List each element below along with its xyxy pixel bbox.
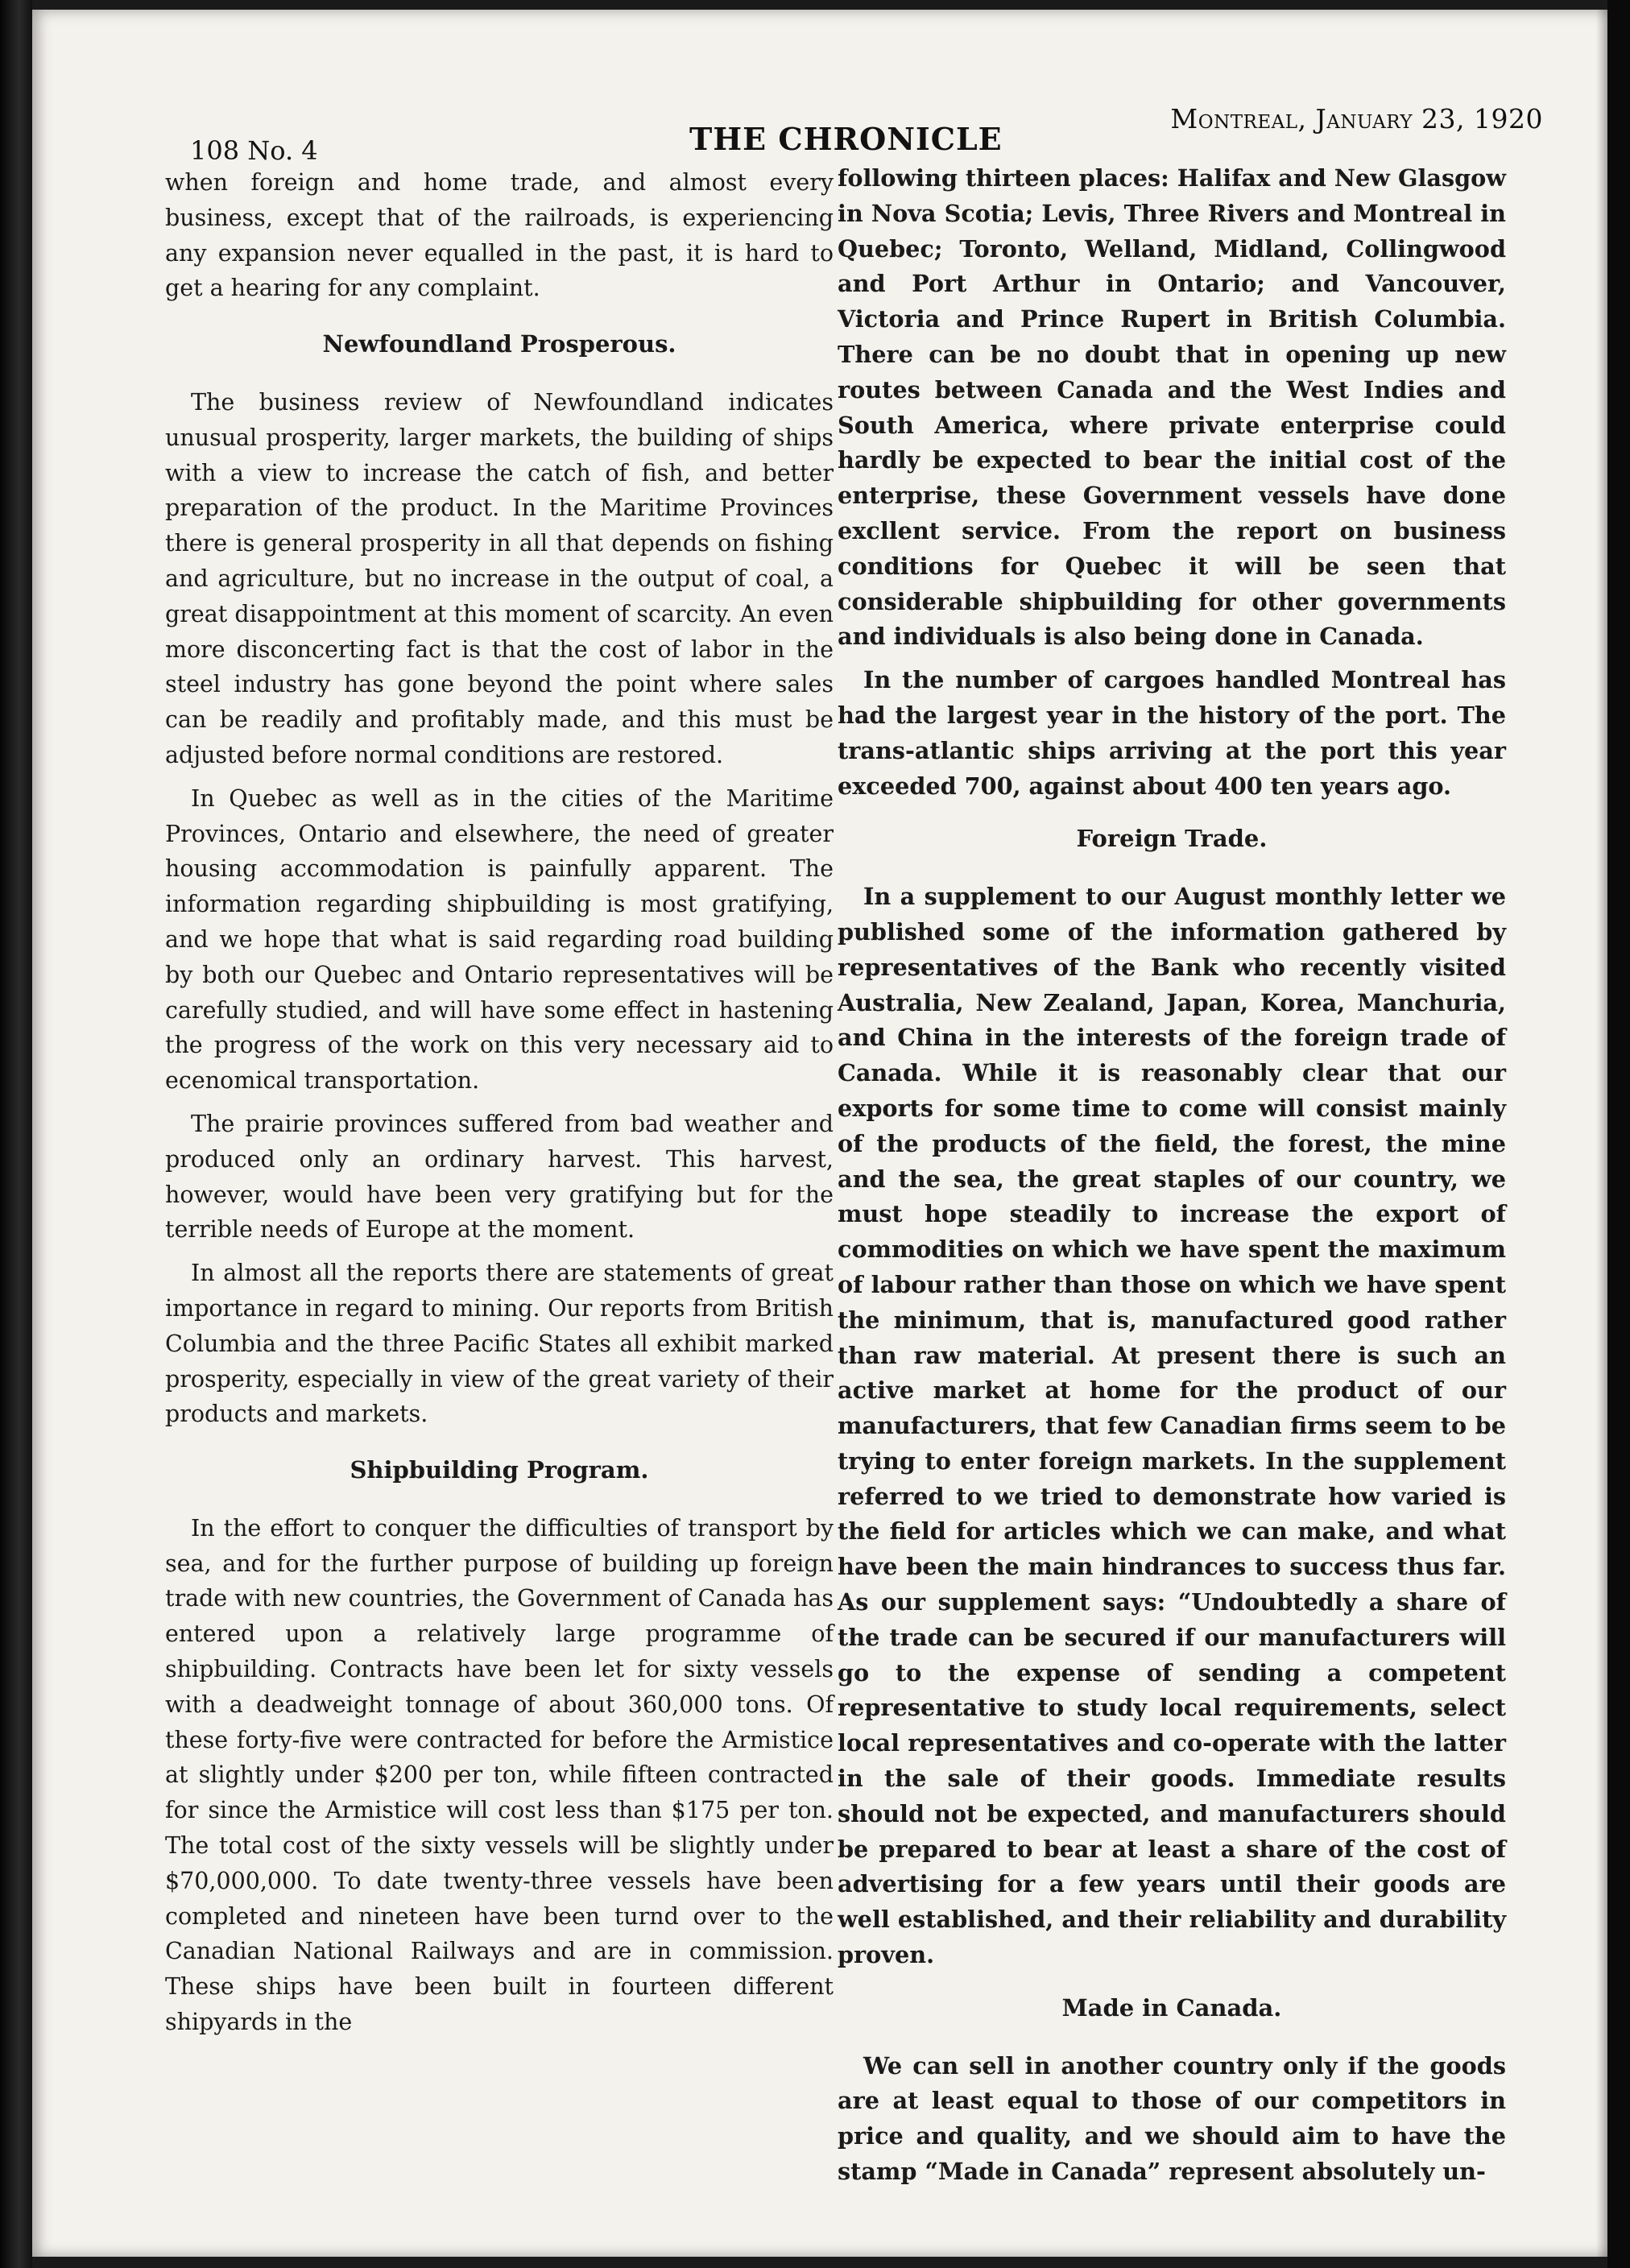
paragraph: In almost all the reports there are statements of great importance in regard to mining. Our reports from British Columbia and the three Pacific States all exhibit marked prosperity, especially in view of the great variety of their products and markets. bbox=[165, 1260, 834, 1428]
paragraph: The prairie provinces suffered from bad weather and produced only an ordinary harvest. This harvest, however, would have been very gratifying but for the terrible needs of Europe at the moment. bbox=[165, 1110, 834, 1244]
paragraph: In the number of cargoes handled Montreal has had the largest year in the history of the port. The trans-atlantic ships arriving at the port this year exceeded 700, against about 400 ten years ago. bbox=[838, 666, 1506, 800]
section-heading-foreign-trade: Foreign Trade. bbox=[1076, 825, 1268, 853]
section-heading-shipbuilding: Shipbuilding Program. bbox=[350, 1456, 649, 1484]
page-header bbox=[190, 97, 1543, 166]
publication-title: THE CHRONICLE bbox=[689, 121, 1003, 157]
scan-edge-left bbox=[0, 0, 32, 2268]
paragraph: In a supplement to our August monthly letter we published some of the information gathered by representatives of the Bank who recently visited Australia, New Zealand, Japan, Korea, Manchuria, and China in the interests of the foreign trade of Canada. While it is reasonably clear that our exports for some time to come will consist mainly of the products of the field, the forest, the mine and the sea, the great staples of our country, we must hope steadily to increase the export of commodities on which we have spent the maximum of labour rather than those on which we have spent the minimum, that is, manufactured good rather than raw material. At present there is such an active market at home for the product of our manufacturers, that few Canadian firms seem to be trying to enter foreign markets. In the supplement referred to we tried to demonstrate how varied is the field for articles which we can make, and what have been the main hindrances to success thus far. As our supplement says: “Undoubtedly a share of the trade can be secured if our manufacturers will go to the expense of sending a competent representative to study local requirements, select local representatives and co-operate with the latter in the sale of their goods. Immediate results should not be expected, and manufacturers should be prepared to bear at least a share of the cost of advertising for a few years until their goods are well established, and their reliability and durability proven. bbox=[838, 883, 1506, 1969]
section-heading-made-in-canada: Made in Canada. bbox=[1061, 1993, 1282, 2022]
paragraph: when foreign and home trade, and almost every business, except that of the railroads, is experiencing any expansion never equalled in the past, it is hard to get a hearing for any complaint. bbox=[165, 169, 834, 302]
scan-edge-right bbox=[1607, 0, 1630, 2268]
date-line: Montreal, January 23, 1920 bbox=[1170, 103, 1543, 135]
paragraph: The business review of Newfoundland indicates unusual prosperity, larger markets, the building of ships with a view to increase the catch of fish, and better preparation of the product. In the Maritime Provinces there is general prosperity in all that depends on fishing and agriculture, but no increase in the output of coal, a great disappointment at this moment of scarcity. An even more disconcerting fact is that the cost of labor in the steel industry has gone beyond the point where sales can be readily and profitably made, and this must be adjusted before normal conditions are restored. bbox=[165, 388, 834, 768]
right-column bbox=[838, 161, 1506, 2198]
page-issue-number: 108 No. 4 bbox=[190, 135, 318, 166]
paragraph: In Quebec as well as in the cities of the Maritime Provinces, Ontario and elsewhere, the need of greater housing accommodation is painfully apparent. The information regarding shipbuilding is most gratifying, and we hope that what is said regarding road building by both our Quebec and Ontario representatives will be carefully studied, and will have some effect in hastening the progress of the work on this very necessary aid to ecenomical transportation. bbox=[165, 784, 834, 1095]
left-column bbox=[165, 165, 834, 2048]
paragraph: We can sell in another country only if the goods are at least equal to those of our competitors in price and quality, and we should aim to have the stamp “Made in Canada” represent absolutely un- bbox=[838, 2051, 1506, 2186]
paragraph: following thirteen places: Halifax and New Glasgow in Nova Scotia; Levis, Three Rivers and Montreal in Quebec; Toronto, Welland, Midland, Collingwood and Port Arthur in Ontario; and Vancouver, Victoria and Prince Rupert in British Columbia. There can be no doubt that in opening up new routes between Canada and the West Indies and South America, where private enterprise could hardly be expected to bear the initial cost of the enterprise, these Government vessels have done excllent service. From the report on business conditions for Quebec it will be seen that considerable shipbuilding for other governments and individuals is also being done in Canada. bbox=[838, 164, 1506, 651]
paragraph: In the effort to conquer the difficulties of transport by sea, and for the further purpose of building up foreign trade with new countries, the Government of Canada has entered upon a relatively large programme of shipbuilding. Contracts have been let for sixty vessels with a deadweight tonnage of about 360,000 tons. Of these forty-five were contracted for before the Armistice at slightly under $200 per ton, while fifteen contracted for since the Armistice will cost less than $175 per ton. The total cost of the sixty vessels will be slightly under $70,000,000. To date twenty-three vessels have been completed and nineteen have been turnd over to the Canadian National Railways and are in commission. These ships have been built in fourteen different shipyards in the bbox=[165, 1514, 834, 2036]
section-heading-newfoundland: Newfoundland Prosperous. bbox=[322, 330, 676, 358]
